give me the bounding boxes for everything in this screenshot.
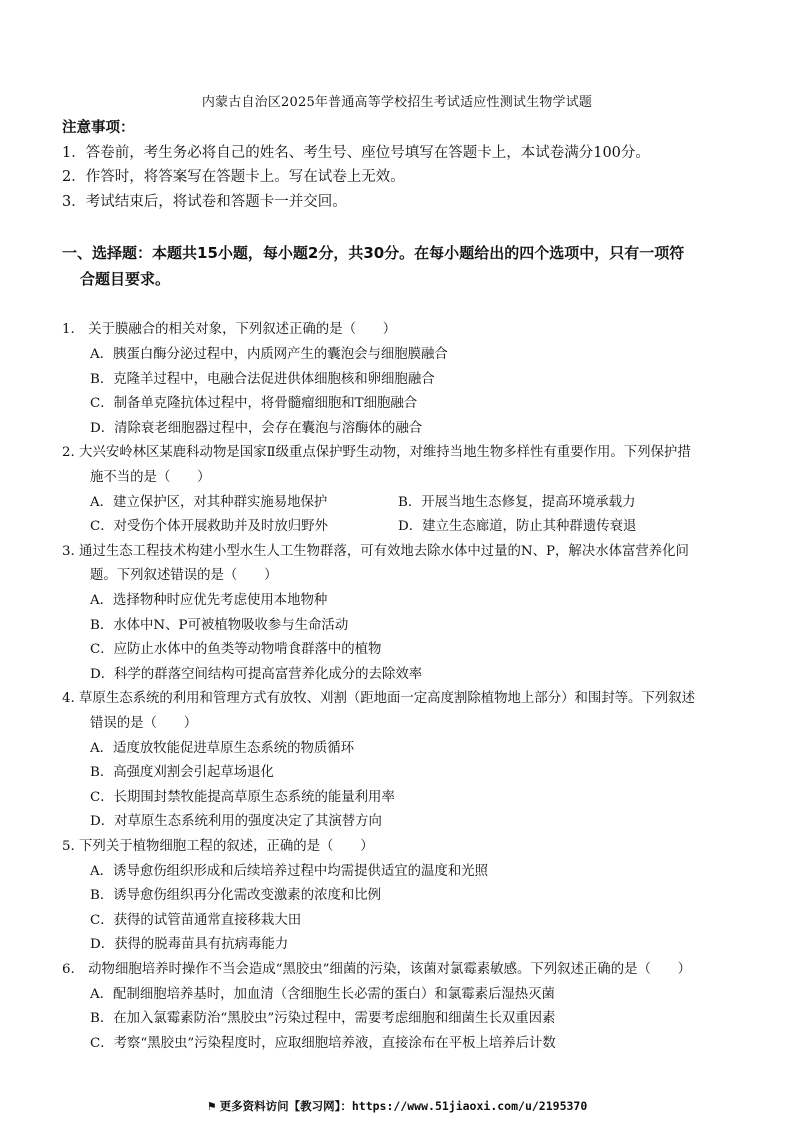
question-1-stem: 1. 关于膜融合的相关对象，下列叙述正确的是（ ） [62, 322, 397, 337]
question-3-option-d: D．科学的群落空间结构可提高富营养化成分的去除效率 [90, 667, 423, 682]
question-2-option-b: B．开展当地生态修复，提高环境承载力 [398, 495, 636, 510]
question-1-option-c: C．制备单克隆抗体过程中，将骨髓瘤细胞和T细胞融合 [90, 396, 418, 411]
question-2-option-a: A．建立保护区，对其种群实施易地保护 [90, 495, 328, 510]
notice-heading: 注意事项： [62, 120, 135, 136]
question-3-option-c: C．应防止水体中的鱼类等动物啃食群落中的植物 [90, 642, 382, 657]
flag-icon: ⚑ [206, 1100, 217, 1113]
notice-item: 3．考试结束后，将试卷和答题卡一并交回。 [62, 194, 347, 210]
question-5-option-d: D．获得的脱毒苗具有抗病毒能力 [90, 937, 289, 952]
question-3-option-a: A．选择物种时应优先考虑使用本地物种 [90, 593, 328, 608]
question-3-stem-cont: 题。下列叙述错误的是（ ） [90, 568, 278, 583]
question-2-stem: 2. 大兴安岭林区某鹿科动物是国家Ⅱ级重点保护野生动物，对维持当地生物多样性有重要作用。下列保护措 [62, 445, 691, 460]
section-heading [62, 240, 742, 292]
question-5-option-c: C．获得的试管苗通常直接移栽大田 [90, 913, 302, 928]
question-5-stem: 5. 下列关于植物细胞工程的叙述，正确的是（ ） [62, 839, 374, 854]
question-5-option-a: A．诱导愈伤组织形成和后续培养过程中均需提供适宜的温度和光照 [90, 864, 488, 879]
question-1-option-b: B．克隆羊过程中，电融合法促进供体细胞核和卵细胞融合 [90, 372, 435, 387]
footer-link[interactable] [0, 1098, 794, 1114]
section-heading-line: 合题目要求。 [80, 270, 171, 288]
section-heading-line: 一、选择题：本题共15小题，每小题2分，共30分。在每小题给出的四个选项中，只有一项符 [62, 244, 685, 262]
notice-item: 1．答卷前，考生务必将自己的姓名、考生号、座位号填写在答题卡上，本试卷满分100分。 [62, 145, 650, 161]
question-6-option-b: B．在加入氯霉素防治“黑胶虫”污染过程中，需要考虑细胞和细菌生长双重因素 [90, 1011, 556, 1026]
question-4-option-a: A．适度放牧能促进草原生态系统的物质循环 [90, 741, 355, 756]
question-1-option-a: A．胰蛋白酶分泌过程中，内质网产生的囊泡会与细胞膜融合 [90, 347, 448, 362]
question-6-stem: 6. 动物细胞培养时操作不当会造成“黑胶虫”细菌的污染，该菌对氯霉素敏感。下列叙述正确的是（ ） [62, 962, 692, 977]
question-3-option-b: B．水体中N、P可被植物吸收参与生命活动 [90, 618, 349, 633]
question-6-option-a: A．配制细胞培养基时，加血清（含细胞生长必需的蛋白）和氯霉素后湿热灭菌 [90, 987, 555, 1002]
question-4-option-c: C．长期围封禁牧能提高草原生态系统的能量利用率 [90, 790, 395, 805]
notice-item: 2．作答时，将答案写在答题卡上。写在试卷上无效。 [62, 169, 405, 185]
question-6-option-c: C．考察“黑胶虫”污染程度时，应取细胞培养液，直接涂布在平板上培养后计数 [90, 1036, 556, 1051]
question-2-option-c: C．对受伤个体开展救助并及时放归野外 [90, 519, 328, 534]
question-2-stem-cont: 施不当的是（ ） [90, 470, 211, 485]
question-3-stem: 3. 通过生态工程技术构建小型水生人工生物群落，可有效地去除水体中过量的N、P，解决水体富营养化问 [62, 544, 689, 559]
question-4-option-d: D．对草原生态系统利用的强度决定了其演替方向 [90, 814, 382, 829]
question-1-option-d: D．清除衰老细胞器过程中，会存在囊泡与溶酶体的融合 [90, 421, 423, 436]
question-4-option-b: B．高强度刈割会引起草场退化 [90, 765, 274, 780]
question-4-stem: 4. 草原生态系统的利用和管理方式有放牧、刈割（距地面一定高度割除植物地上部分）和围封等。下列叙述 [62, 691, 695, 706]
footer-text: 更多资料访问【教习网】：https://www.51jiaoxi.com/u/2195370 [219, 1099, 588, 1113]
exam-title: 内蒙古自治区2025年普通高等学校招生考试适应性测试生物学试题 [201, 95, 593, 110]
question-4-stem-cont: 错误的是（ ） [90, 716, 198, 731]
question-5-option-b: B．诱导愈伤组织再分化需改变激素的浓度和比例 [90, 888, 382, 903]
question-2-option-d: D．建立生态廊道，防止其种群遗传衰退 [398, 519, 637, 534]
